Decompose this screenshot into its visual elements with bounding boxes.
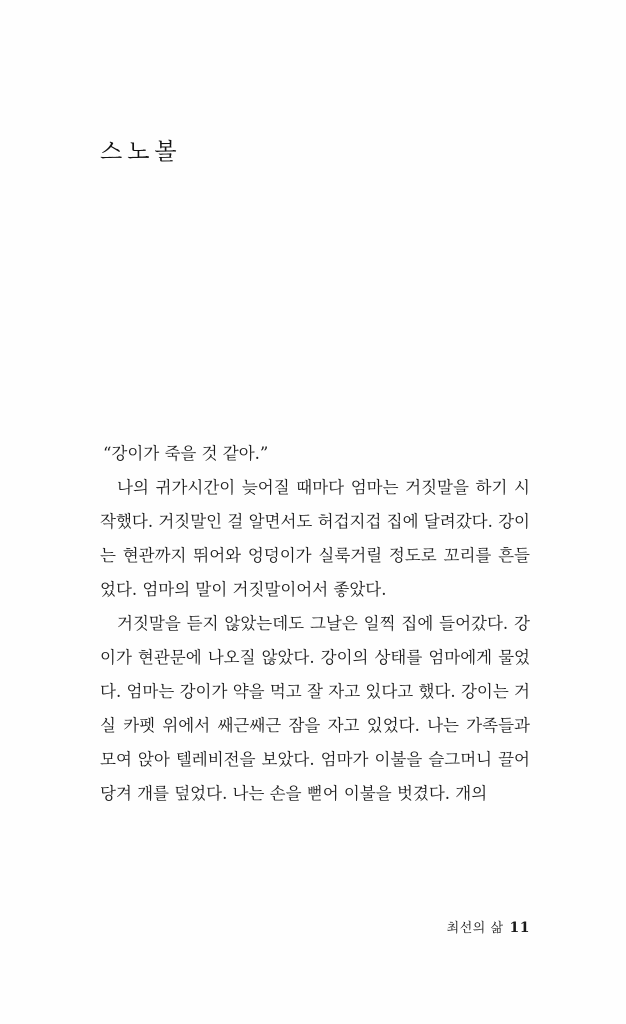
body-text bbox=[100, 437, 530, 811]
paragraph-1: 나의 귀가시간이 늦어질 때마다 엄마는 거짓말을 하기 시작했다. 거짓말인 걸 알면서도 허겁지겁 집에 달려갔다. 강이는 현관까지 뛰어와 엉덩이가 실룩거릴 정도로 꼬리를 흔들었다. 엄마의 말이 거짓말이어서 좋았다. bbox=[100, 478, 530, 599]
footer-book-title: 최선의 삶 bbox=[446, 921, 504, 936]
page-footer bbox=[447, 917, 530, 936]
paragraph-2: 거짓말을 듣지 않았는데도 그날은 일찍 집에 들어갔다. 강이가 현관문에 나오질 않았다. 강이의 상태를 엄마에게 물었다. 엄마는 강이가 약을 먹고 잘 자고 있다고 했다. 강이는 거실 카펫 위에서 쌔근쌔근 잠을 자고 있었다. 나는 가족들과 모여 앉아 텔레비전을 보았다. 엄마가 이불을 슬그머니 끌어당겨 개를 덮었다. 나는 손을 뻗어 이불을 벗겼다. 개의 bbox=[100, 614, 530, 803]
chapter-title: 스노볼 bbox=[100, 139, 182, 165]
footer-page-number: 11 bbox=[509, 920, 530, 936]
paragraph-quote: “강이가 죽을 것 같아.” bbox=[103, 444, 269, 463]
